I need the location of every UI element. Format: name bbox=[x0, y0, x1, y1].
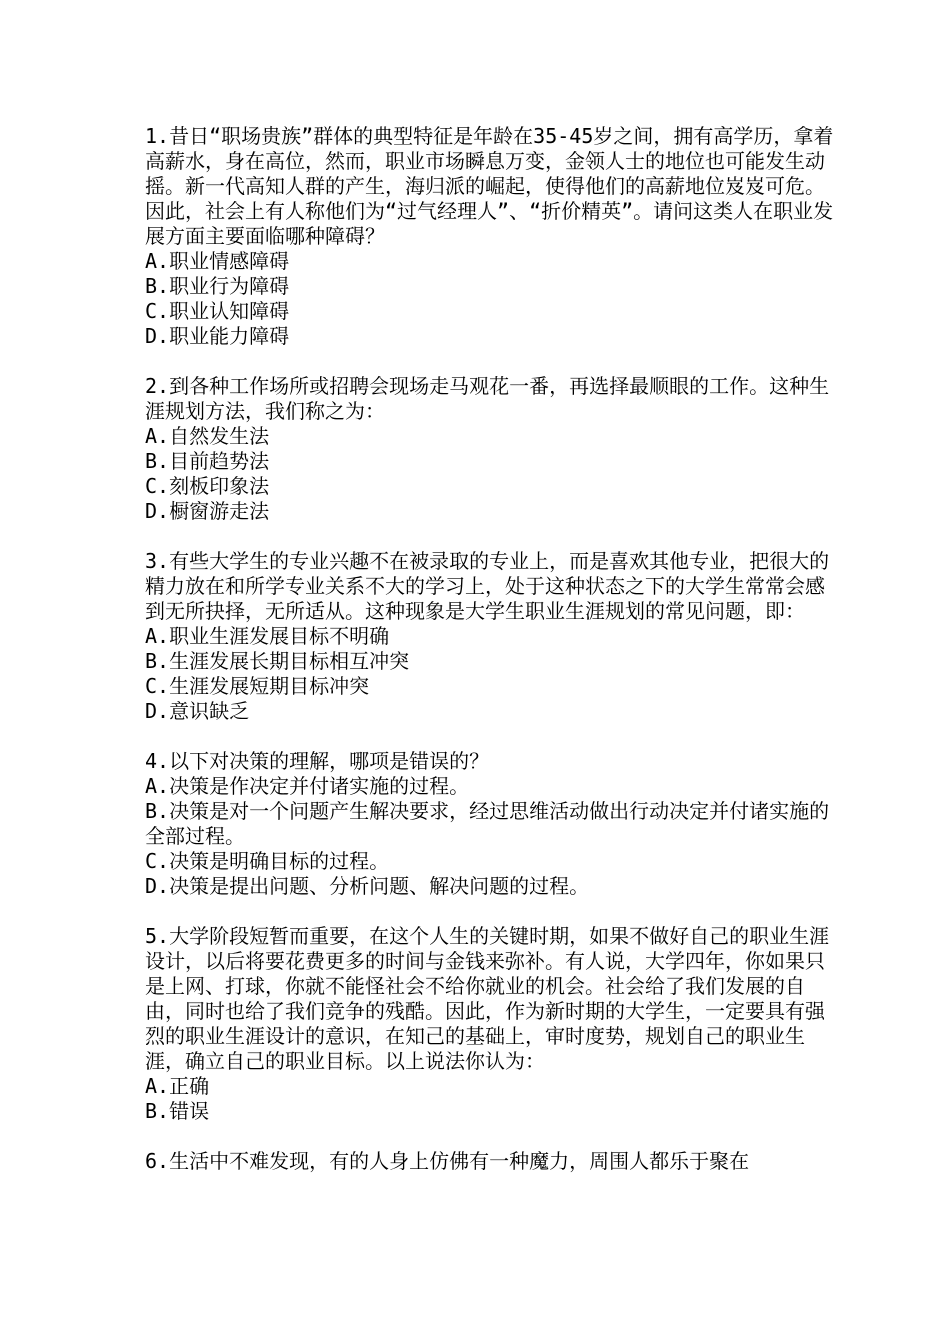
question-1-stem: 1.昔日“职场贵族”群体的典型特征是年龄在35-45岁之间，拥有高学历，拿着高薪水，身在高位，然而，职业市场瞬息万变，金领人士的地位也可能发生动摇。新一代高知人群的产生，海归派的崛起，使得他们的高薪地位岌岌可危。因此，社会上有人称他们为“过气经理人”、“折价精英”。请问这类人在职业发展方面主要面临哪种障碍？ bbox=[145, 124, 834, 248]
question-3-option-a: A.职业生涯发展目标不明确 bbox=[145, 624, 390, 648]
question-3-option-d: D.意识缺乏 bbox=[145, 699, 250, 723]
question-4 bbox=[145, 749, 835, 899]
question-1-option-c: C.职业认知障碍 bbox=[145, 299, 290, 323]
question-3 bbox=[145, 549, 835, 724]
question-4-option-a: A.决策是作决定并付诸实施的过程。 bbox=[145, 774, 470, 798]
question-5 bbox=[145, 924, 835, 1124]
question-5-stem: 5.大学阶段短暂而重要，在这个人生的关键时期，如果不做好自己的职业生涯设计，以后将要花费更多的时间与金钱来弥补。有人说，大学四年，你如果只是上网、打球，你就不能怪社会不给你就业的机会。社会给了我们发展的自由，同时也给了我们竞争的残酷。因此，作为新时期的大学生，一定要具有强烈的职业生涯设计的意识，在知己的基础上，审时度势，规划自己的职业生涯，确立自己的职业目标。以上说法你认为： bbox=[145, 924, 830, 1073]
question-3-option-b: B.生涯发展长期目标相互冲突 bbox=[145, 649, 410, 673]
question-2-option-d: D.橱窗游走法 bbox=[145, 499, 270, 523]
question-4-option-b: B.决策是对一个问题产生解决要求，经过思维活动做出行动决定并付诸实施的全部过程。 bbox=[145, 799, 830, 848]
question-6-stem: 6.生活中不难发现，有的人身上仿佛有一种魔力，周围人都乐于聚在 bbox=[145, 1149, 750, 1173]
question-5-option-a: A.正确 bbox=[145, 1074, 210, 1098]
question-1-option-d: D.职业能力障碍 bbox=[145, 324, 290, 348]
question-4-option-c: C.决策是明确目标的过程。 bbox=[145, 849, 390, 873]
question-6 bbox=[145, 1149, 835, 1174]
question-2-option-c: C.刻板印象法 bbox=[145, 474, 270, 498]
question-3-stem: 3.有些大学生的专业兴趣不在被录取的专业上，而是喜欢其他专业，把很大的精力放在和所学专业关系不大的学习上，处于这种状态之下的大学生常常会感到无所抉择，无所适从。这种现象是大学生职业生涯规划的常见问题，即： bbox=[145, 549, 830, 623]
question-5-option-b: B.错误 bbox=[145, 1099, 210, 1123]
question-1-option-b: B.职业行为障碍 bbox=[145, 274, 290, 298]
question-1-option-a: A.职业情感障碍 bbox=[145, 249, 290, 273]
question-2 bbox=[145, 374, 835, 524]
question-3-option-c: C.生涯发展短期目标冲突 bbox=[145, 674, 370, 698]
question-4-option-d: D.决策是提出问题、分析问题、解决问题的过程。 bbox=[145, 874, 590, 898]
question-2-option-b: B.目前趋势法 bbox=[145, 449, 270, 473]
document-page bbox=[145, 124, 835, 1199]
question-2-stem: 2.到各种工作场所或招聘会现场走马观花一番，再选择最顺眼的工作。这种生涯规划方法，我们称之为： bbox=[145, 374, 830, 423]
question-2-option-a: A.自然发生法 bbox=[145, 424, 270, 448]
question-1 bbox=[145, 124, 835, 349]
question-4-stem: 4.以下对决策的理解，哪项是错误的？ bbox=[145, 749, 490, 773]
